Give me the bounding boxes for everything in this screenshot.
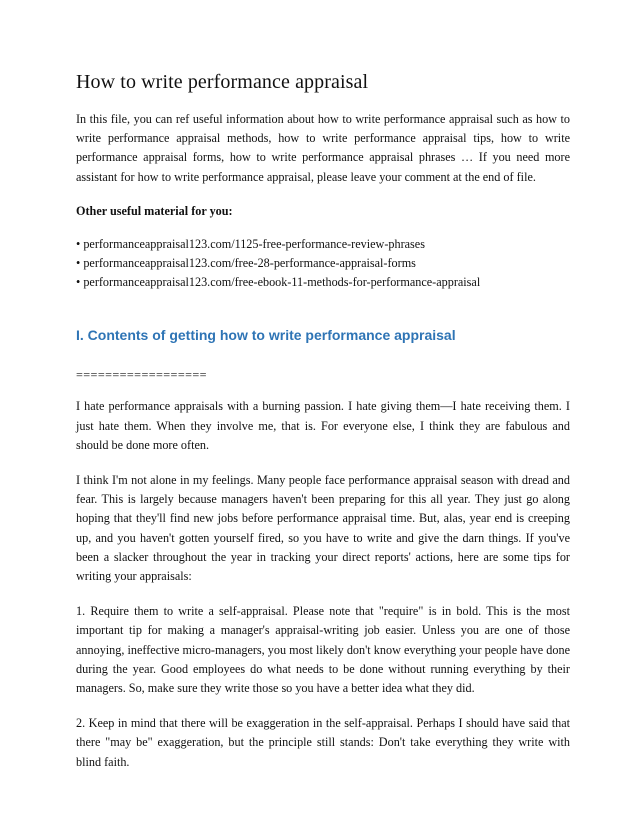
body-paragraph-1: I hate performance appraisals with a burning passion. I hate giving them—I hate receiving them. I just hate them. When they involve me, that is. For everyone else, I think they are fabulous and should be done more often. bbox=[76, 399, 570, 452]
body-paragraph-4: 2. Keep in mind that there will be exaggeration in the self-appraisal. Perhaps I should have said that there "may be" exaggeration, but the principle still stands: Don't take everything they write with blind faith. bbox=[76, 716, 570, 769]
section-heading: I. Contents of getting how to write performance appraisal bbox=[76, 327, 456, 344]
useful-material-heading: Other useful material for you: bbox=[76, 203, 233, 218]
intro-paragraph: In this file, you can ref useful information about how to write performance appraisal such as how to write performance appraisal methods, how to write performance appraisal tips, how to write performance appraisal forms, how to write performance appraisal phrases … If you need more assistant for how to write performance appraisal, please leave your comment at the end of file. bbox=[76, 112, 570, 184]
useful-link-3[interactable]: • performanceappraisal123.com/free-ebook-11-methods-for-performance-appraisal bbox=[76, 274, 481, 289]
useful-link-1[interactable]: • performanceappraisal123.com/1125-free-performance-review-phrases bbox=[76, 237, 425, 252]
useful-link-2[interactable]: • performanceappraisal123.com/free-28-performance-appraisal-forms bbox=[76, 255, 416, 270]
document-title: How to write performance appraisal bbox=[76, 71, 369, 93]
useful-links-list bbox=[76, 235, 570, 291]
document-page bbox=[76, 70, 570, 772]
divider-line: ================== bbox=[76, 368, 207, 383]
body-paragraph-3: 1. Require them to write a self-appraisal. Please note that "require" is in bold. This is the most important tip for making a manager's appraisal-writing job easier. Unless you are one of those annoying, ineffective micro-managers, you most likely don't know everything your people have done during the year. Good employees do what needs to be done without running everything by their managers. So, make sure they write those so you have a better idea what they did. bbox=[76, 604, 570, 696]
body-paragraph-2: I think I'm not alone in my feelings. Many people face performance appraisal season with dread and fear. This is largely because managers haven't been preparing for this all year. They just go along hoping that they'll find new jobs before performance appraisal time. But, alas, year end is creeping up, and you haven't gotten yourself fired, so you have to write and give the darn things. If you've been a slacker throughout the year in tracking your direct reports' actions, here are some tips for writing your appraisals: bbox=[76, 473, 570, 584]
